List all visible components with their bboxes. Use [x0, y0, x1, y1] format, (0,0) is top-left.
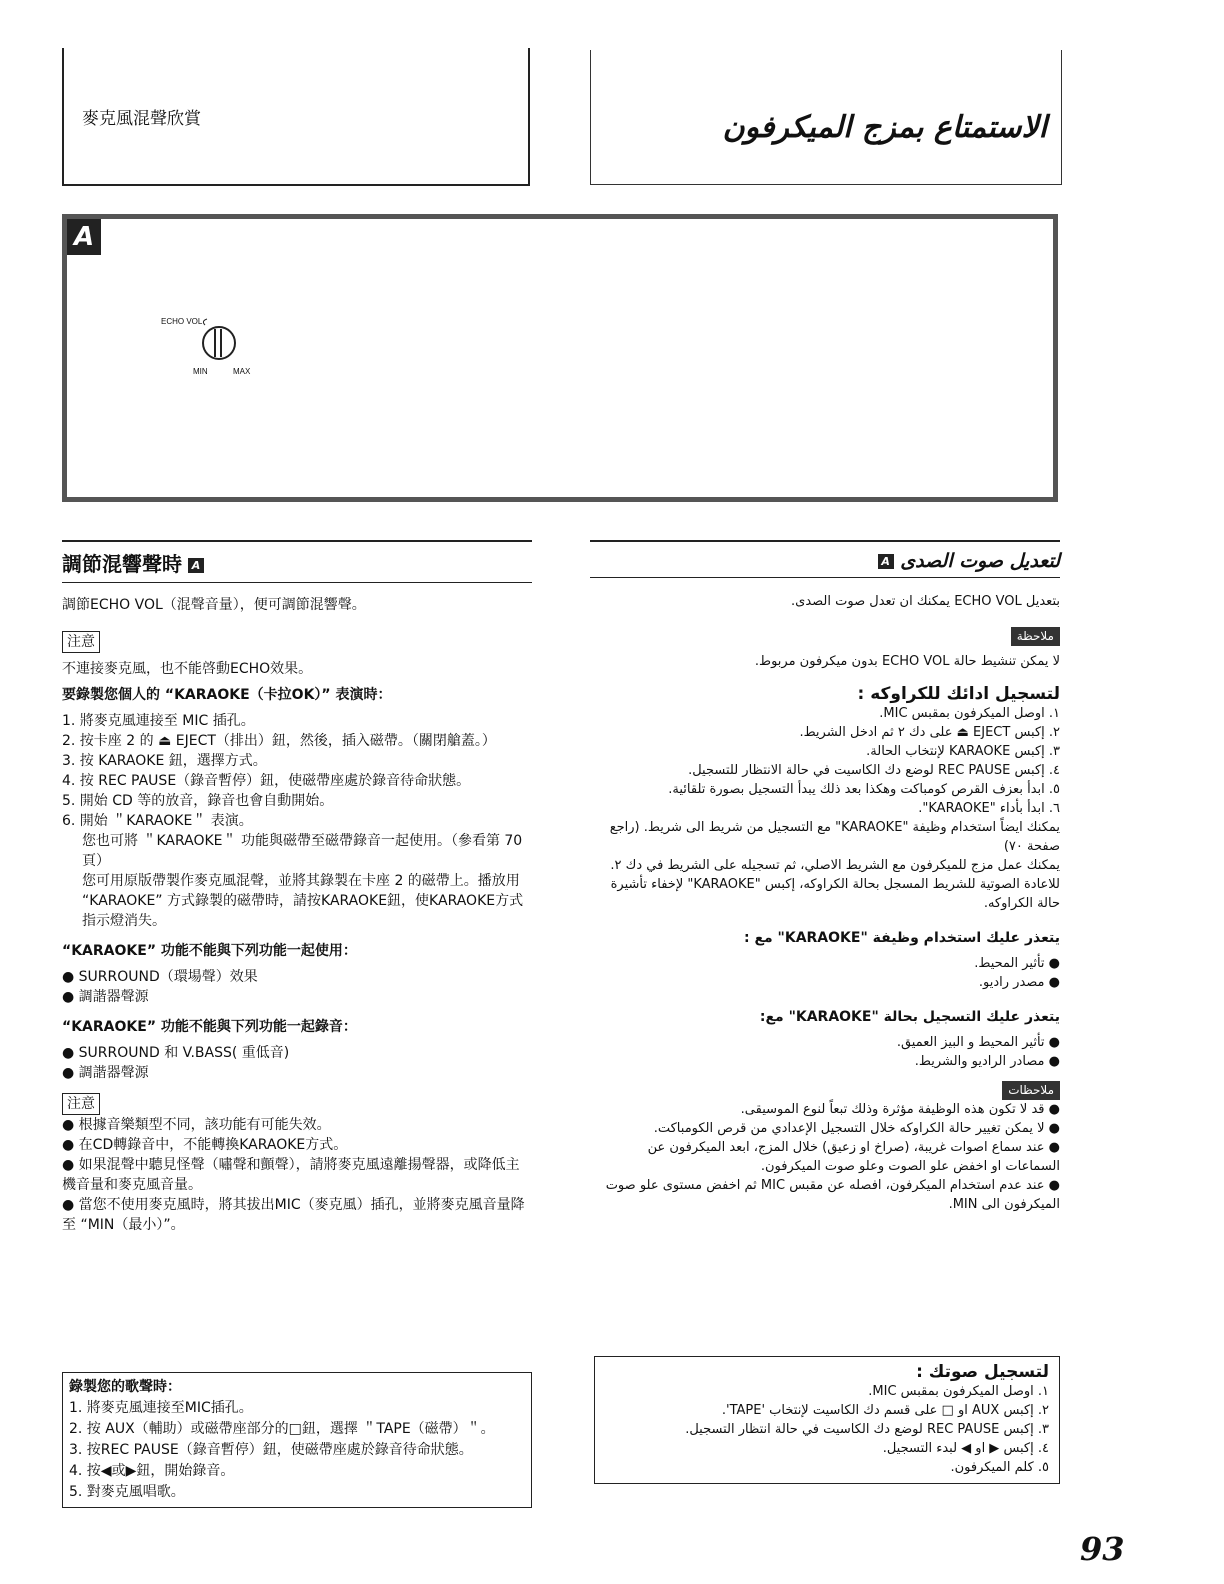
- ar-para1: يمكنك ايضاً استخدام وظيفة "KARAOKE" مع التسجيل من شريط الى شريط. (راجع صفحة ٧٠): [609, 820, 1060, 854]
- list-item: ● SURROUND 和 V.BASS( 重低音): [62, 1045, 290, 1061]
- list-item: 1. 將麥克風連接至MIC插孔。: [69, 1400, 253, 1416]
- zh-cannot-record-list: [62, 1043, 532, 1083]
- list-item: ٤. إكبس REC PAUSE لوضع دك الكاسيت في حالة الانتظار للتسجيل.: [688, 763, 1060, 778]
- knob-label: ECHO VOL: [161, 317, 203, 326]
- list-item: ● تأثير المحيط و البيز العميق.: [896, 1035, 1060, 1050]
- list-item: ٢. إكبس AUX او □ على قسم دك الكاسيت لإنتخاب 'TAPE'.: [721, 1403, 1049, 1418]
- zh-title-box: [62, 48, 530, 186]
- ar-cannot-record-title: يتعذر عليك التسجيل بحالة "KARAOKE" مع:: [759, 1009, 1060, 1025]
- list-item: 6. 開始 ＂KARAOKE＂ 表演。: [62, 813, 253, 829]
- list-item: ٤. إكبس ▶ او ◀ لبدء التسجيل.: [882, 1441, 1049, 1456]
- zh-note-tag: 注意: [62, 631, 100, 653]
- list-item: ٢. إكبس EJECT ⏏ على دك ٢ ثم ادخل الشريط.: [799, 725, 1060, 740]
- list-item: ● لا يمكن تغيير حالة الكراوكه خلال التسجيل الإعدادي من قرص الكومباكت.: [653, 1121, 1060, 1136]
- zh-original-tape: 您可用原版帶製作麥克風混聲，並將其錄製在卡座 2 的磁帶上。播放用 “KARAOKE” 方式錄製的磁帶時，請按KARAOKE鈕，使KARAOKE方式指示燈消失。: [82, 873, 524, 929]
- list-item: ● 調諧器聲源: [62, 989, 149, 1005]
- list-item: 2. 按 AUX（輔助）或磁帶座部分的□鈕，選擇 ＂TAPE（磁帶）＂。: [69, 1421, 495, 1437]
- figure-a: [62, 214, 1058, 502]
- zh-section-title: 調節混響聲時: [62, 552, 182, 576]
- list-item: ● عند عدم استخدام الميكرفون، افصله عن مقبس MIC ثم اخفض مستوى علو صوت الميكرفون الى MIN.: [605, 1178, 1060, 1212]
- ar-page-title: الاستمتاع بمزج الميكرفون: [722, 110, 1047, 145]
- ar-intro: بتعديل ECHO VOL يمكنك ان تعدل صوت الصدى.: [791, 594, 1060, 609]
- ar-column: [590, 540, 1060, 1214]
- list-item: 1. 將麥克風連接至 MIC 插孔。: [62, 713, 255, 729]
- zh-notes-list: [62, 1115, 532, 1235]
- list-item: ● مصادر الراديو والشريط.: [914, 1054, 1060, 1069]
- knob-icon: [161, 317, 281, 387]
- zh-record-box: [62, 1372, 532, 1508]
- ar-cannot-record-list: [590, 1033, 1060, 1071]
- ar-steps: [590, 704, 1060, 818]
- knob-min-label: MIN: [193, 367, 208, 376]
- ar-para2: يمكنك عمل مزج للميكرفون مع الشريط الاصلي، ثم تسجيله على الشريط في دك ٢. للاعادة الصوتية للشريط المسجل بحالة الكراوكه، إكبس "KARAOKE" لإخفاء تأشيرة حالة الكراوكه.: [610, 858, 1060, 911]
- ar-cannot-use-list: [590, 954, 1060, 992]
- ar-record-box: [594, 1356, 1060, 1484]
- list-item: ٣. إكبس KARAOKE لإنتخاب الحالة.: [866, 744, 1060, 759]
- list-item: 5. 開始 CD 等的放音，錄音也會自動開始。: [62, 793, 334, 809]
- ar-rec-title: لتسجيل صوتك :: [916, 1362, 1049, 1382]
- ar-karaoke-title: لتسجيل ادائك للكراوكه :: [857, 684, 1060, 704]
- zh-rec-title: 錄製您的歌聲時：: [69, 1379, 181, 1395]
- echo-vol-knob-diagram: [161, 317, 281, 387]
- list-item: ● عند سماع اصوات غريبة، (صراخ او زعيق) خلال المزج، ابعد الميكرفون عن السماعات او اخفض علو الصوت وعلو صوت الميكرفون.: [647, 1140, 1060, 1174]
- zh-cannot-use-list: [62, 967, 532, 1007]
- ar-note-tag: ملاحظة: [1011, 627, 1060, 646]
- list-item: ● 根據音樂類型不同，該功能有可能失效。: [62, 1117, 331, 1133]
- zh-steps: [62, 711, 532, 831]
- ar-section-badge: A: [878, 554, 894, 569]
- ar-note1: لا يمكن تنشيط حالة ECHO VOL بدون ميكرفون مربوط.: [754, 654, 1060, 669]
- list-item: 2. 按卡座 2 的 ⏏ EJECT（排出）鈕，然後，插入磁帶。（關閉艙蓋。）: [62, 733, 496, 749]
- ar-note-tag-2: ملاحظات: [1002, 1081, 1060, 1100]
- zh-cannot-use-title: “KARAOKE” 功能不能與下列功能一起使用：: [62, 943, 357, 959]
- list-item: ● 當您不使用麥克風時，將其拔出MIC（麥克風）插孔，並將麥克風音量降至 “MIN（最小）”。: [62, 1197, 525, 1233]
- zh-page-title: 麥克風混聲欣賞: [82, 109, 201, 129]
- zh-section-heading: [62, 540, 532, 583]
- figure-label: A: [67, 219, 101, 255]
- list-item: ● تأثير المحيط.: [974, 956, 1060, 971]
- zh-karaoke-title: 要錄製您個人的 “KARAOKE（卡拉OK）” 表演時：: [62, 687, 392, 703]
- knob-max-label: MAX: [233, 367, 251, 376]
- ar-cannot-use-title: يتعذر عليك استخدام وظيفة "KARAOKE" مع :: [743, 930, 1060, 946]
- ar-section-heading: [590, 540, 1060, 578]
- list-item: 5. 對麥克風唱歌。: [69, 1484, 185, 1500]
- ar-notes-list: [590, 1100, 1060, 1214]
- list-item: ٥. ابدأ بعزف القرص كومباكت وهكذا بعد ذلك يبدأ التسجيل بصورة تلقائية.: [668, 782, 1060, 797]
- zh-note1: 不連接麥克風，也不能啓動ECHO效果。: [62, 661, 313, 677]
- ar-rec-steps: [605, 1382, 1049, 1477]
- page-number: 93: [1080, 1530, 1125, 1568]
- list-item: ● 調諧器聲源: [62, 1065, 149, 1081]
- zh-column: [62, 540, 532, 1235]
- list-item: 3. 按 KARAOKE 鈕，選擇方式。: [62, 753, 267, 769]
- list-item: ١. اوصل الميكرفون بمقبس MIC.: [868, 1384, 1049, 1399]
- list-item: ● 在CD轉錄音中，不能轉換KARAOKE方式。: [62, 1137, 348, 1153]
- zh-section-badge: A: [188, 558, 204, 573]
- list-item: 4. 按 REC PAUSE（錄音暫停）鈕，使磁帶座處於錄音待命狀態。: [62, 773, 471, 789]
- zh-rec-steps: [69, 1398, 525, 1503]
- list-item: 4. 按◀或▶鈕，開始錄音。: [69, 1463, 235, 1479]
- list-item: ● مصدر راديو.: [978, 975, 1060, 990]
- list-item: 3. 按REC PAUSE（錄音暫停）鈕，使磁帶座處於錄音待命狀態。: [69, 1442, 473, 1458]
- list-item: ٥. كلم الميكرفون.: [950, 1460, 1049, 1475]
- list-item: ● قد لا تكون هذه الوظيفة مؤثرة وذلك تبعاً لنوع الموسيقى.: [740, 1102, 1060, 1117]
- zh-intro: 調節ECHO VOL（混聲音量），便可調節混響聲。: [62, 597, 366, 613]
- zh-note-tag-2: 注意: [62, 1093, 100, 1115]
- zh-cannot-record-title: “KARAOKE” 功能不能與下列功能一起錄音：: [62, 1019, 357, 1035]
- list-item: ● 如果混聲中聽見怪聲（嘯聲和顫聲），請將麥克風遠離揚聲器，或降低主機音量和麥克風音量。: [62, 1157, 520, 1193]
- ar-title-box: [590, 50, 1062, 185]
- list-item: ● SURROUND（環場聲）效果: [62, 969, 258, 985]
- list-item: ٦. ابدأ بأداء "KARAOKE".: [918, 801, 1060, 816]
- ar-section-title: لتعديل صوت الصدى: [900, 550, 1060, 572]
- zh-step6-extra: 您也可將 ＂KARAOKE＂ 功能與磁帶至磁帶錄音一起使用。（參看第 70 頁）: [82, 833, 523, 869]
- list-item: ١. اوصل الميكرفون بمقبس MIC.: [879, 706, 1060, 721]
- list-item: ٣. إكبس REC PAUSE لوضع دك الكاسيت في حالة انتظار التسجيل.: [685, 1422, 1049, 1437]
